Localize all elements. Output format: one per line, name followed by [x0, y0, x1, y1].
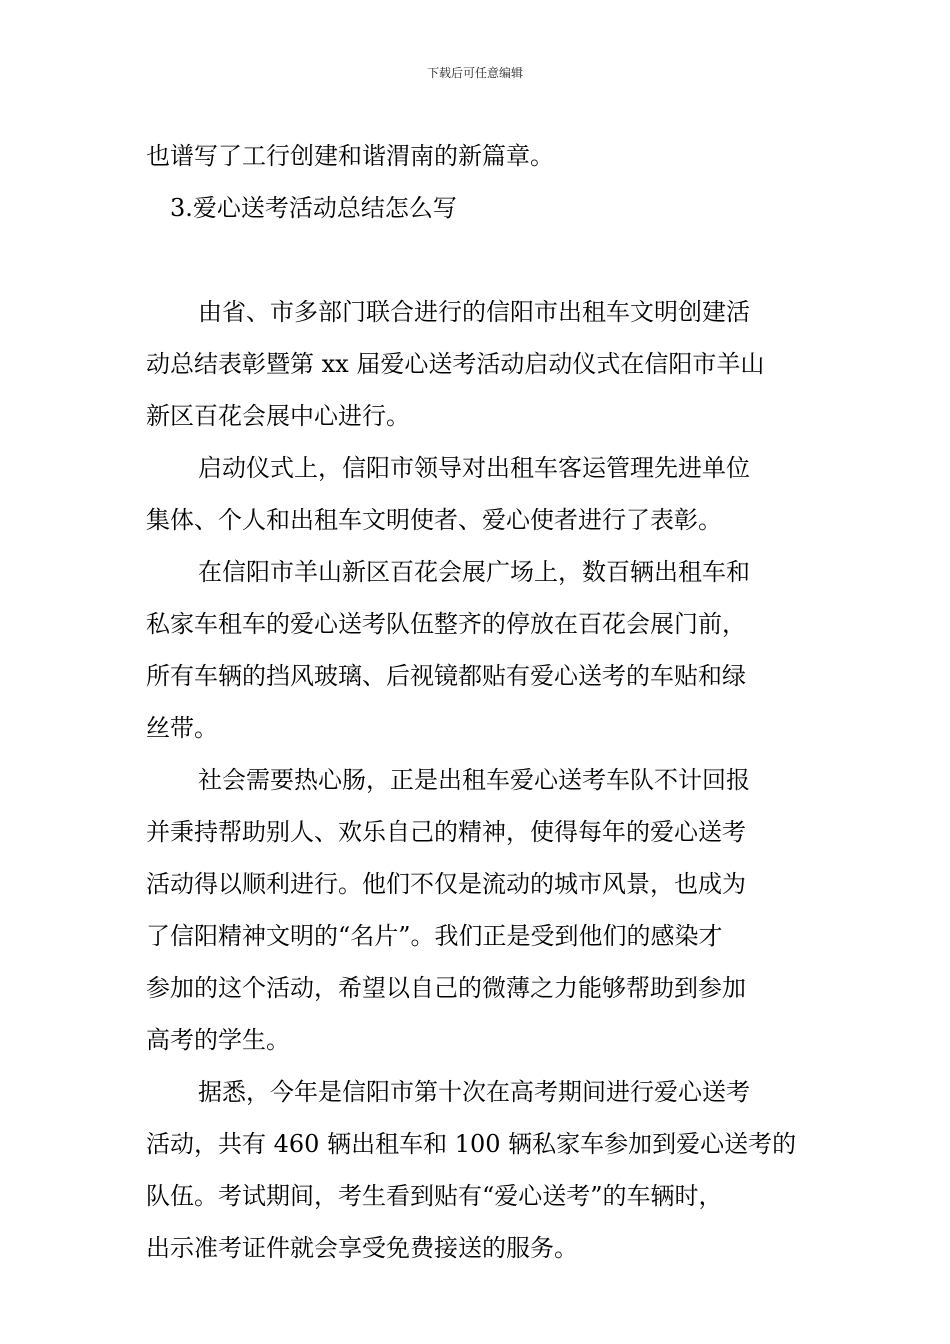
section-heading: 3.爱心送考活动总结怎么写	[170, 194, 457, 222]
paragraph-line: 集体、个人和出租车文明使者、爱心使者进行了表彰。	[146, 506, 722, 534]
paragraph-line: 丝带。	[146, 714, 218, 742]
paragraph-line: 启动仪式上，信阳市领导对出租车客运管理先进单位	[198, 454, 750, 482]
paragraph-line: 参加的这个活动，希望以自己的微薄之力能够帮助到参加	[146, 974, 746, 1002]
paragraph-line: 所有车辆的挡风玻璃、后视镜都贴有爱心送考的车贴和绿	[146, 662, 746, 690]
paragraph-line: 社会需要热心肠，正是出租车爱心送考车队不计回报	[198, 766, 750, 794]
blank-spacer	[146, 234, 810, 286]
paragraph	[146, 754, 810, 1066]
paragraph	[146, 546, 810, 754]
paragraph-line: 动总结表彰暨第 xx 届爱心送考活动启动仪式在信阳市羊山	[146, 350, 765, 378]
paragraph-line: 据悉，今年是信阳市第十次在高考期间进行爱心送考	[198, 1078, 750, 1106]
paragraph-line: 高考的学生。	[146, 1026, 290, 1054]
paragraph	[146, 1066, 810, 1274]
document-body	[146, 130, 810, 1274]
page-header-note: 下载后可任意编辑	[426, 66, 523, 80]
paragraph-line: 并秉持帮助别人、欢乐自己的精神，使得每年的爱心送考	[146, 818, 746, 846]
paragraph-line: 出示准考证件就会享受免费接送的服务。	[146, 1234, 578, 1262]
paragraph-line: 了信阳精神文明的“名片”。我们正是受到他们的感染才	[146, 922, 723, 950]
paragraph-line: 私家车租车的爱心送考队伍整齐的停放在百花会展门前，	[146, 610, 746, 638]
paragraph-line: 活动得以顺利进行。他们不仅是流动的城市风景，也成为	[146, 870, 746, 898]
paragraph	[146, 286, 810, 442]
carryover-line: 也谱写了工行创建和谐渭南的新篇章。	[146, 142, 554, 170]
paragraph-line: 队伍。考试期间，考生看到贴有“爱心送考”的车辆时，	[146, 1182, 723, 1210]
paragraph-line: 活动，共有 460 辆出租车和 100 辆私家车参加到爱心送考的	[146, 1130, 797, 1158]
paragraph-line: 由省、市多部门联合进行的信阳市出租车文明创建活	[198, 298, 750, 326]
paragraph-line: 新区百花会展中心进行。	[146, 402, 410, 430]
paragraph	[146, 442, 810, 546]
paragraph-line: 在信阳市羊山新区百花会展广场上，数百辆出租车和	[198, 558, 750, 586]
